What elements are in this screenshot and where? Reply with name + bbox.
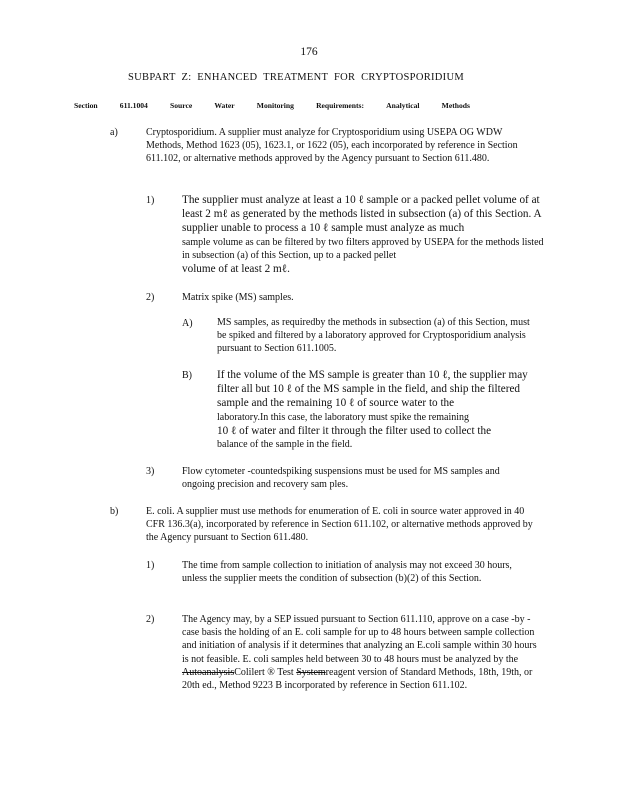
item-b2-text-start: The Agency may, by a SEP issued pursuant to Section 611.110, approve on a case -by -case basis the holding of an E. coli sample for up to 48 hours between sample collection and initiation of analysis if it determines that analyzing an E.coli sample within 30 hours is not feasible. E. coli samples held between 30 to 48 hours must be analyzed by the	[182, 614, 537, 665]
item-a1-text-large: The supplier must analyze at least a 10 ℓ sample or a packed pellet volume of at least 2 mℓ as generated by the methods listed in subsection (a) of this Section. A supplier unable to process a 10 ℓ sample must analyze as much	[182, 194, 541, 235]
item-a1-text-tail: volume of at least 2 mℓ.	[182, 263, 290, 276]
item-a1-label: 1)	[146, 195, 155, 206]
item-a2B-text-large: If the volume of the MS sample is greater than 10 ℓ, the supplier may filter all but 10 ℓ of the MS sample in the field, and ship the filtered sample and the remaining 10 ℓ of source water to the	[217, 369, 528, 410]
item-a2B-text-large2: 10 ℓ of water and filter it through the filter used to collect the	[217, 424, 492, 437]
section-word: Monitoring	[256, 101, 294, 110]
section-word: Methods	[441, 101, 470, 110]
section-word: Requirements:	[316, 101, 365, 110]
subsection-a-label: a)	[110, 127, 118, 138]
section-title	[74, 101, 470, 110]
item-b2-strike-2: System	[296, 666, 326, 678]
heading-word: CRYPTOSPORIDIUM	[361, 72, 464, 83]
item-a2A-text: MS samples, as requiredby the methods in subsection (a) of this Section, must be spiked and filtered by a laboratory approved for Cryptosporidium analysis pursuant to Section 611.1005.	[217, 317, 530, 355]
item-a1-text	[182, 193, 544, 276]
item-a2-label: 2)	[146, 292, 155, 303]
subsection-b-label: b)	[110, 506, 119, 517]
item-a2B-text-small2: balance of the sample in the field.	[217, 439, 353, 451]
item-a3-label: 3)	[146, 466, 155, 477]
heading-word: ENHANCED	[197, 72, 258, 83]
section-word: Analytical	[386, 101, 420, 110]
item-b2-after-strike: Colilert ® Test	[234, 666, 294, 678]
item-b2-text	[182, 613, 538, 692]
item-a2B-label: B)	[182, 370, 192, 381]
item-a2B-text	[217, 368, 543, 451]
item-b1-text: The time from sample collection to initiation of analysis may not exceed 30 hours, unless the supplier meets the condition of subsection (b)(2) of this Section.	[182, 560, 512, 585]
item-a2A-label: A)	[182, 318, 193, 329]
heading-word: Z:	[181, 72, 192, 83]
subsection-a-text: Cryptosporidium. A supplier must analyze for Cryptosporidium using USEPA OG WDW Methods, Method 1623 (05), 1623.1, or 1622 (05), each incorporated by reference in Section 611.102, or alternative methods approved by the Agency pursuant to Section 611.480.	[146, 127, 518, 165]
section-word: Water	[214, 101, 235, 110]
section-word: 611.1004	[119, 101, 148, 110]
subsection-b-text: E. coli. A supplier must use methods for enumeration of E. coli in source water approved in 40 CFR 136.3(a), incorporated by reference in Section 611.102, or alternative methods approved by the Agency pursuant to Section 611.480.	[146, 506, 533, 544]
item-b2-strike-1: Autoanalysis	[182, 666, 235, 678]
section-word: Source	[170, 101, 193, 110]
subpart-heading	[128, 72, 464, 83]
heading-word: SUBPART	[128, 72, 176, 83]
item-a2-text: Matrix spike (MS) samples.	[182, 292, 294, 303]
item-a1-text-small: sample volume as can be filtered by two filters approved by USEPA for the methods listed in subsection (a) of this Section, up to a packed pellet	[182, 236, 544, 261]
page-number: 176	[300, 46, 318, 58]
heading-word: TREATMENT	[263, 72, 329, 83]
item-a3-text: Flow cytometer -countedspiking suspensions must be used for MS samples and ongoing precision and recovery sam ples.	[182, 466, 500, 491]
heading-word: FOR	[334, 72, 356, 83]
item-b2-text-end: reagent version of Standard Methods, 18th, 19th, or 20th ed., Method 9223 B incorporated by reference in Section 611.102.	[182, 666, 533, 692]
item-b1-label: 1)	[146, 560, 155, 571]
section-word: Section	[74, 101, 98, 110]
item-b2-label: 2)	[146, 614, 155, 625]
item-a2B-text-small: laboratory.In this case, the laboratory must spike the remaining	[217, 411, 470, 423]
